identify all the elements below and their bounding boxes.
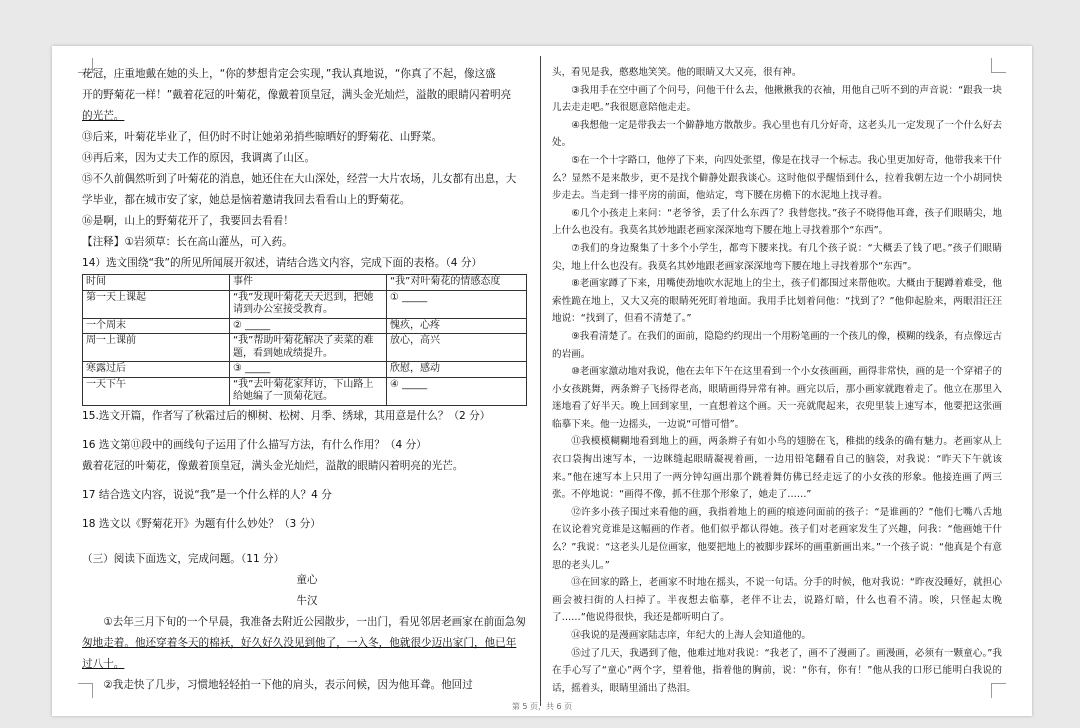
question-18: 18 选文以《野菊花开》为题有什么妙处？（3 分） <box>82 517 321 530</box>
body-line: ①去年三月下旬的一个早晨，我准备去附近公园散步，一出门，看见邻居老画家在前面急匆 <box>103 615 526 628</box>
annotation-note: 【注释】①岩须草：长在高山灌丛，可入药。 <box>82 236 293 248</box>
section-3-heading: （三）阅读下面选文，完成问题。（11 分） <box>82 552 285 565</box>
table-cell: ③ _____ <box>230 362 387 378</box>
body-line: 学毕业，都在城市安了家，她总是恼着邀请我回去看看山上的野菊花。 <box>82 194 411 206</box>
table-cell: “我”帮助叶菊花解决了卖菜的难题，看到她成绩提升。 <box>230 334 387 362</box>
article-paragraph: ③我用手在空中画了个问号，问他干什么去，他揪揪我的衣袖，用他自己听不到的声音说：“跟我一块儿去走走吧。”我很愿意陪他走走。 <box>552 84 1002 114</box>
table-cell: ② _____ <box>230 318 387 334</box>
table-cell: 周一上课前 <box>83 334 230 362</box>
body-line <box>82 654 532 675</box>
right-column <box>552 64 1002 697</box>
table-cell: 愧疚，心疼 <box>387 318 527 334</box>
table-cell: 一个周末 <box>83 318 230 334</box>
body-line: ⑯是啊，山上的野菊花开了，我要回去看看！ <box>82 215 294 227</box>
table-cell: 第一天上课起 <box>83 290 230 318</box>
question-14-table <box>82 274 527 406</box>
question-16-title: 16 选文第⑪段中的画线句子运用了什么描写方法，有什么作用？（4 分） <box>82 438 427 451</box>
article-title: 童心 <box>296 573 318 586</box>
body-line: ⑭再后来，因为丈夫工作的原因，我调离了山区。 <box>82 152 316 164</box>
article-author: 牛汉 <box>296 594 318 607</box>
body-line: 的光芒。 <box>82 110 125 122</box>
left-column <box>82 64 532 696</box>
table-header: 时间 <box>83 275 230 291</box>
underlined-sentence: 匆地走着。他还穿着冬天的棉袄，好久好久没见到他了，一入冬，他就很少迈出家门，他已年 <box>82 636 517 649</box>
table-cell: 放心，高兴 <box>387 334 527 362</box>
table-row <box>83 377 527 405</box>
article-paragraph: ⑬在回家的路上，老画家不时地在摇头，不说一句话。分手的时候，他对我说：“昨夜没睡好，就担心画会被扫街的人扫掉了。半夜想去临摹，老伴不让去，说路灯暗，什么也看不清。唉，只怪起太晚了……”他说得很快，我还是都听明白了。 <box>552 577 1002 624</box>
body-line: 开的野菊花一样！”戴着花冠的叶菊花，像戴着顶皇冠，满头金光灿烂，溢散的眼睛闪着明亮 <box>82 89 512 101</box>
table-row <box>83 318 527 334</box>
article-paragraph: ⑫许多小孩子围过来看他的画，我指着地上的画的痕迹问面前的孩子：“是谁画的？”他们七嘴八舌地在议论着究竟谁是这幅画的作者。他们似乎都认得她。孩子们对老画家发生了兴趣，问我：“他画她干什么？”我说：“这老头儿是位画家，他要把地上的被脚步踩坏的画重新画出来。”一个孩子说：“他真是个有意思的老头儿。” <box>552 506 1002 571</box>
table-cell: “我”发现叶菊花天天迟到，把她请到办公室接受教育。 <box>230 290 387 318</box>
body-line: 花冠，庄重地戴在她的头上，“你的梦想肯定会实现，”我认真地说，“你真了不起，像这盛 <box>82 68 496 80</box>
article-paragraph: ⑥几个小孩走上来问：“老爷爷，丢了什么东西了？我替您找。”孩子不晓得他耳聋，孩子们眼睛尖，地上什么也没有。我莫名其妙地跟老画家深深地弯下腰在地上寻找着那个“东西”。 <box>552 207 1002 237</box>
body-line: ⑬后来，叶菊花毕业了，但仍时不时让她弟弟捎些晾晒好的野菊花、山野菜。 <box>82 131 443 143</box>
body-line: ②我走快了几步，习惯地轻轻拍一下他的肩头，表示问候，因为他耳聋。他回过 <box>103 678 473 691</box>
body-line <box>82 633 532 654</box>
question-16-quote: 戴着花冠的叶菊花，像戴着顶皇冠，满头金光灿烂，溢散的眼睛闪着明亮的光芒。 <box>82 459 464 472</box>
question-14-title: 14）选文围绕“我”的所见所闻展开叙述，请结合选文内容，完成下面的表格。（4 分） <box>82 257 483 269</box>
body-line: ⑮不久前偶然听到了叶菊花的消息，她还住在大山深处，经营一大片农场，儿女都有出息，大 <box>82 173 517 185</box>
article-paragraph: ⑮过了几天，我遇到了他，他难过地对我说：“我老了，画不了漫画了。画漫画，必须有一颗童心。”我在手心写了“童心”两个字，望着他，指着他的胸前，说：“你有，你有！”他从我的口形已能明白我说的话，摇着头，眼睛里涌出了热泪。 <box>552 647 1002 694</box>
article-paragraph: ④我想他一定是带我去一个僻静地方散散步。我心里也有几分好奇，这老头儿一定发现了一个什么好去处。 <box>552 119 1002 149</box>
article-paragraph: ⑩老画家激动地对我说，他在去年下午在这里看到一个小女孩画画，画得非常快，画的是一个穿裙子的小女孩跳舞，两条辫子飞扬得老高，眼睛画得异常有神。画完以后，那小画家就跑着走了。他立在那里入迷地看了好半天。晚上回到家里，一直想着这个画。天一亮就爬起来，衣兜里装上速写本，他要把这张画临摹下来。他一边摇头，一边说“可惜可惜”。 <box>552 366 1002 430</box>
question-15: 15.选文开篇，作者写了秋霜过后的柳树、松树、月季、绣球，其用意是什么？（2 分） <box>82 409 491 422</box>
article-paragraph: ⑪我模模糊糊地看到地上的画，两条辫子有如小鸟的翅膀在飞，稚拙的线条的确有魅力。老画家从上衣口袋掏出速写本，一边眯缝起眼睛凝视着画，一边用铅笔翻看自己的脑袋，对我说：“昨天下午就该来。”他在速写本上只用了一两分钟勾画出那个跳着舞仿佛已经走远了的小女孩的形象。他接连画了两三张。不停地说：“画得不像，抓不住那个形象了，她走了……” <box>552 436 1002 501</box>
article-paragraph: ⑭我说的是漫画家陆志庠，年纪大的上海人会知道他的。 <box>571 630 812 641</box>
table-row <box>83 362 527 378</box>
table-cell: ④ _____ <box>387 377 527 405</box>
article-paragraph: 头，看见是我，憨憨地笑笑。他的眼睛又大又亮，很有神。 <box>552 67 802 78</box>
question-17: 17 结合选文内容，说说“我”是一个什么样的人？4 分 <box>82 488 332 501</box>
table-header: “我”对叶菊花的情感态度 <box>387 275 527 291</box>
table-cell: “我”去叶菊花家拜访，下山路上给她编了一顶菊花冠。 <box>230 377 387 405</box>
article-paragraph: ⑦我们的身边聚集了十多个小学生，都弯下腰来找。有几个孩子说：“大概丢了钱了吧。”孩子们眼睛尖，地上什么也没有。我莫名其妙地跟老画家深深地弯下腰在地上寻找着那个“东西”。 <box>552 242 1002 272</box>
table-row <box>83 334 527 362</box>
article-paragraph: ⑤在一个十字路口，他停了下来，向四处张望，像是在找寻一个标志。我心里更加好奇，他带我来干什么？显然不是来散步，更不是找个僻静处跟我谈心。这时他似乎醒悟到什么，拉着我朝左边一个小胡同快步走去。当走到一排平房的前面，他站定，弯下腰在房檐下的水泥地上找寻着。 <box>552 154 1002 202</box>
article-paragraph: ⑨我看清楚了。在我们的面前，隐隐约约现出一个用粉笔画的一个孩儿的像，模糊的线条，有点像远古的岩画。 <box>552 330 1002 360</box>
table-cell: 一天下午 <box>83 377 230 405</box>
table-cell: 寒露过后 <box>83 362 230 378</box>
underlined-sentence: 过八十。 <box>82 657 125 670</box>
table-header: 事件 <box>230 275 387 291</box>
page-footer: 第 5 页，共 6 页 <box>511 702 573 711</box>
table-cell: 欣慰，感动 <box>387 362 527 378</box>
table-cell: ① _____ <box>387 290 527 318</box>
table-row <box>83 290 527 318</box>
article-paragraph: ⑧老画家蹲了下来，用嘴使劲地吹水泥地上的尘土，孩子们都围过来帮他吹。大概由于腿蹲着难受，他索性跪在地上，又大又亮的眼睛死死盯着地面。我用手比划着问他：“找到了？”他仰起脸来，两眼泪汪汪地说：“找到了，但看不清楚了。” <box>552 278 1002 325</box>
document-page <box>52 46 1032 716</box>
column-divider <box>540 56 541 706</box>
